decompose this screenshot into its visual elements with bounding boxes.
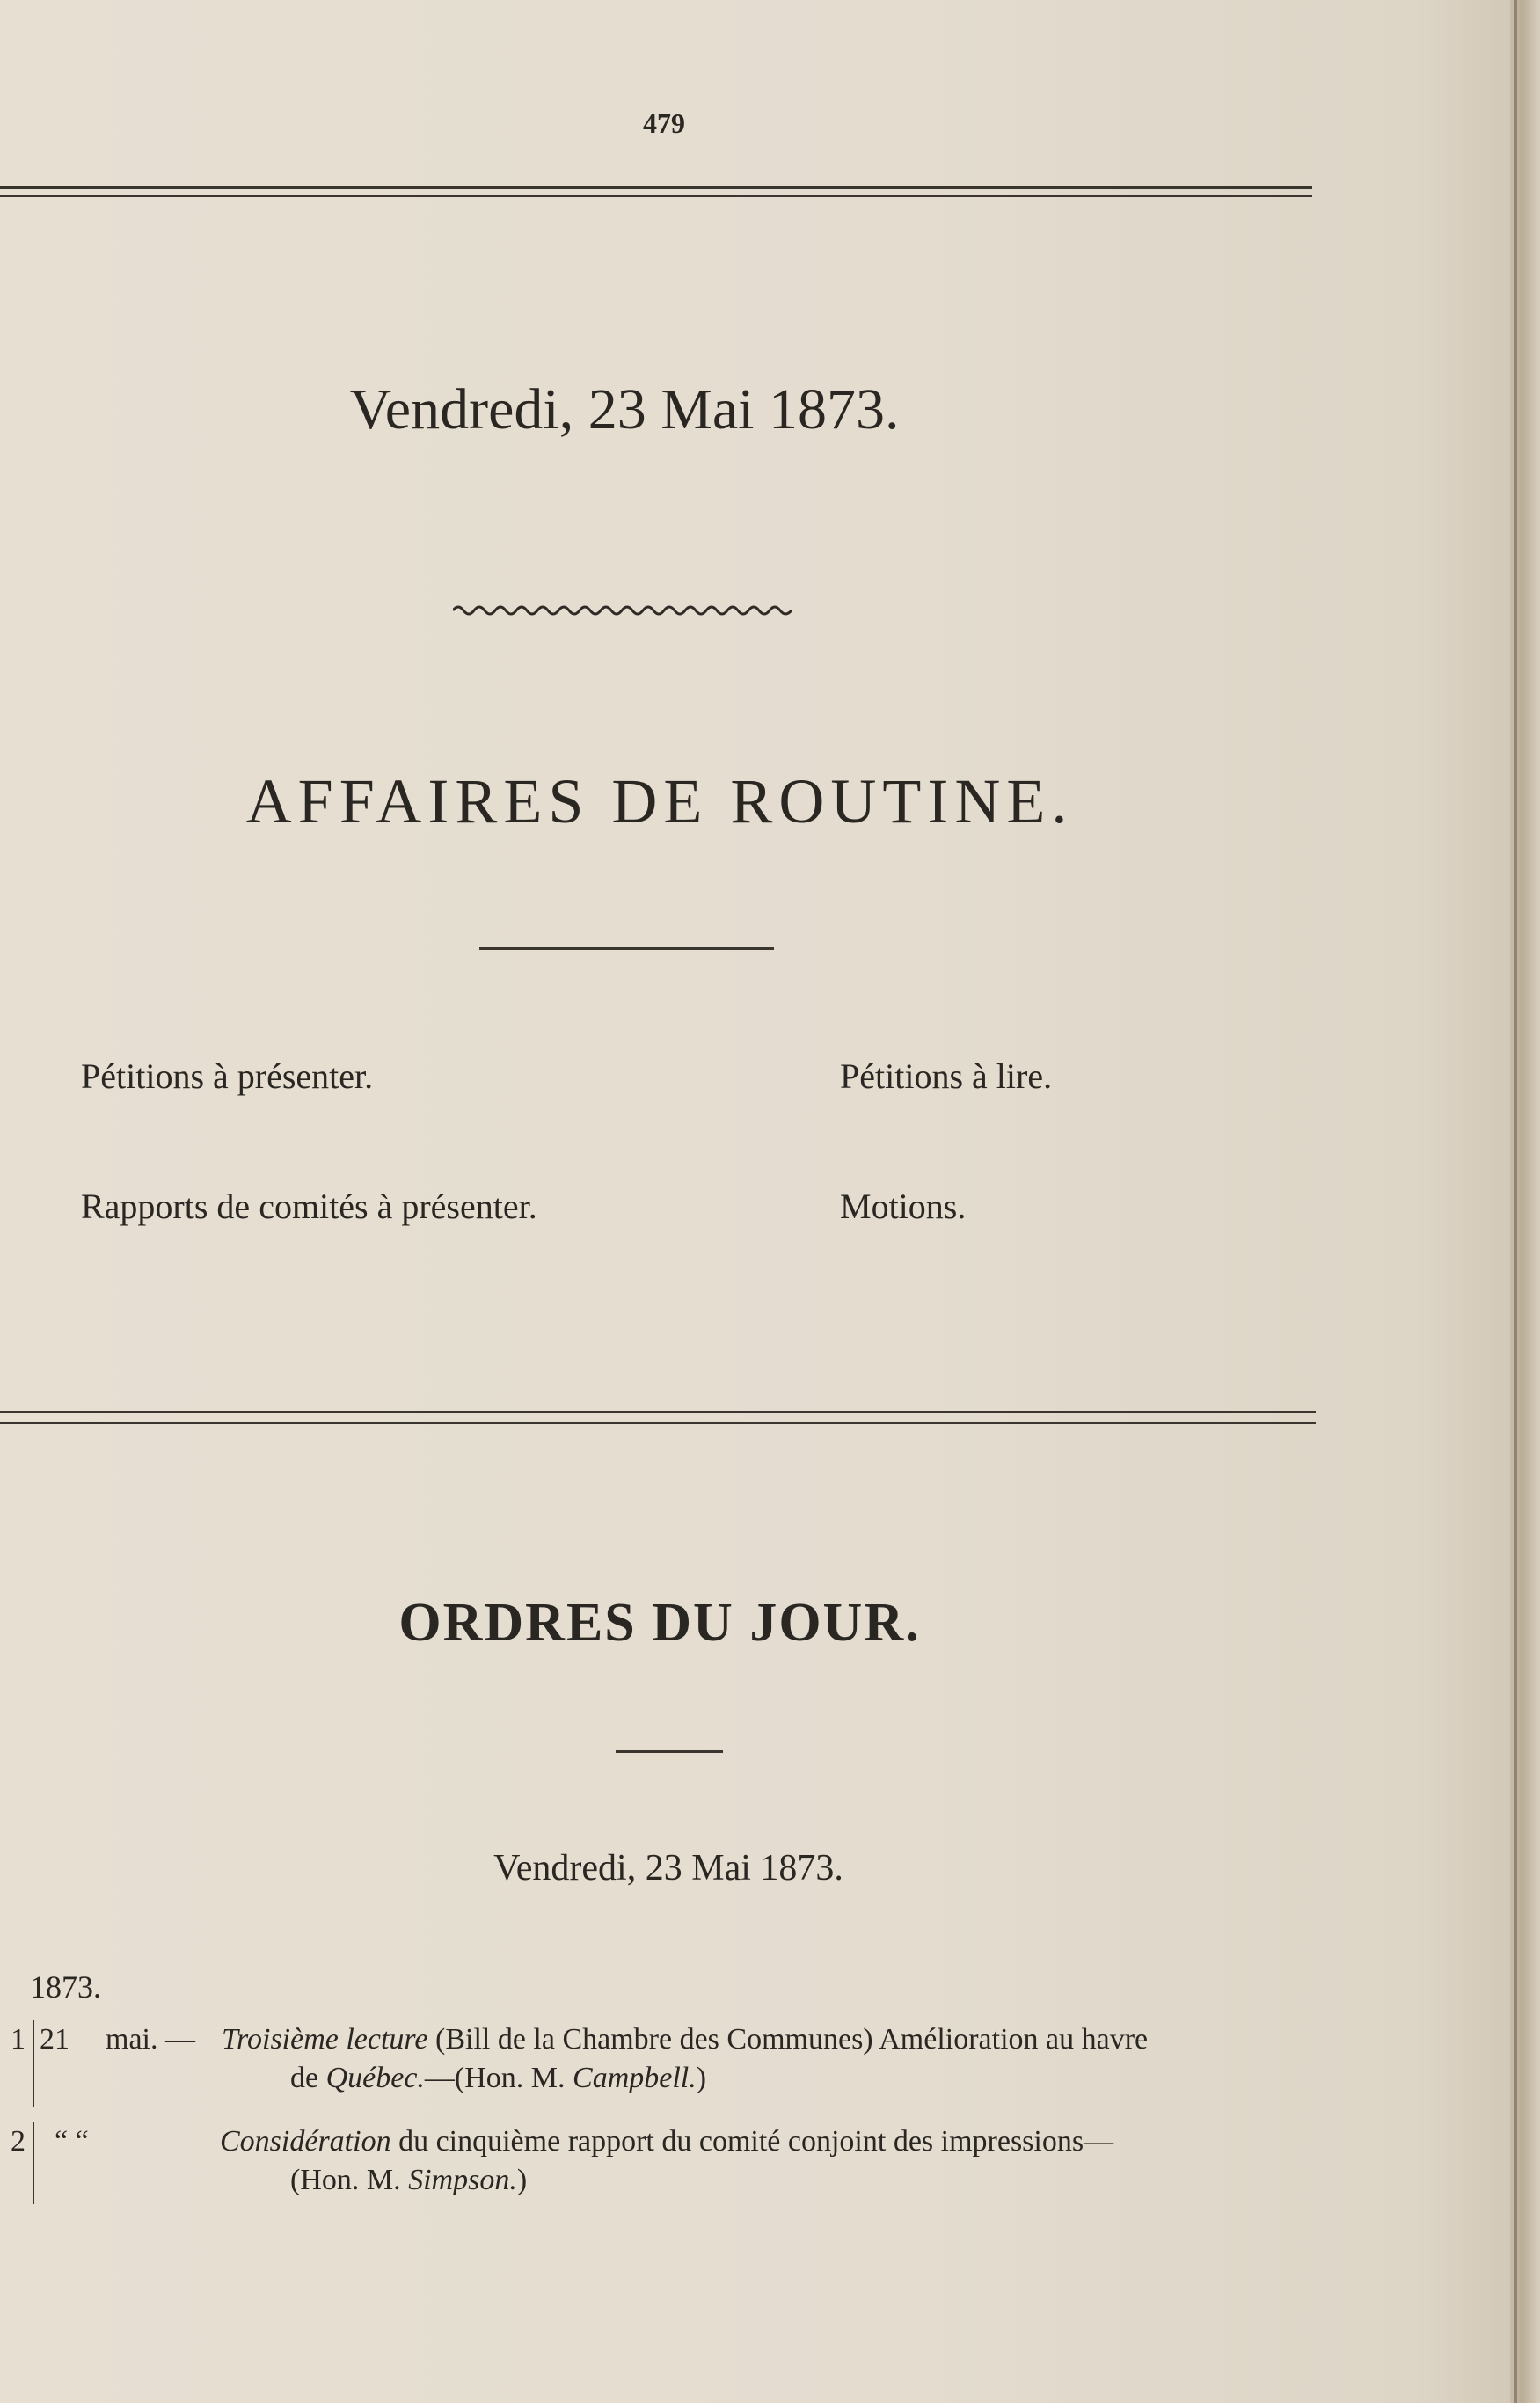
orders-short-rule: [616, 1750, 723, 1753]
entry-line2-mid-1: —(Hon. M.: [424, 2062, 573, 2094]
page-number: 479: [643, 107, 685, 139]
entry-number-2: 2: [11, 2125, 26, 2158]
routine-item-committee-reports: Rapports de comités à présenter.: [81, 1187, 537, 1226]
entry-line2-end-2: ): [516, 2164, 528, 2196]
routine-item-petitions-read: Pétitions à lire.: [840, 1056, 1053, 1096]
orders-year: 1873.: [30, 1969, 101, 2005]
routine-item-motions: Motions.: [840, 1187, 967, 1226]
entry-desc-2: du cinquième rapport du comité conjoint des impressions—: [390, 2125, 1114, 2158]
entry-stage-1: Troisième lecture: [222, 2023, 428, 2056]
page-edge-line: [1514, 0, 1517, 2403]
entry-line1-1: [222, 2023, 1148, 2056]
top-rule-upper: [0, 186, 1312, 189]
wavy-divider: [453, 603, 792, 617]
entry-month-1: mai. —: [106, 2023, 195, 2056]
entry-bar-2: [33, 2122, 34, 2204]
routine-short-rule: [479, 947, 774, 950]
section-heading-routine: AFFAIRES DE ROUTINE.: [245, 766, 1074, 836]
entry-line2-2: [290, 2164, 527, 2197]
entry-date-1: 21: [40, 2023, 69, 2056]
entry-number-1: 1: [11, 2023, 26, 2056]
entry-line2-1: [290, 2062, 706, 2095]
middle-rule-lower: [0, 1422, 1316, 1424]
routine-item-petitions-present: Pétitions à présenter.: [81, 1056, 374, 1096]
orders-date: Vendredi, 23 Mai 1873.: [493, 1848, 843, 1888]
entry-place-1: Québec.: [325, 2062, 425, 2094]
entry-line2-prefix-2: (Hon. M.: [290, 2164, 409, 2196]
entry-member-1: Campbell.: [573, 2062, 697, 2094]
entry-stage-2: Considération: [220, 2125, 391, 2158]
page-title: Vendredi, 23 Mai 1873.: [349, 377, 900, 442]
entry-member-2: Simpson.: [408, 2164, 517, 2196]
entry-ditto-2: “ “: [55, 2125, 89, 2158]
middle-rule-upper: [0, 1411, 1316, 1413]
entry-desc-1: (Bill de la Chambre des Communes) Amélioration au havre: [427, 2023, 1149, 2056]
section-heading-orders: ORDRES DU JOUR.: [398, 1593, 921, 1653]
entry-bar-1: [33, 2020, 34, 2107]
top-rule-lower: [0, 195, 1312, 197]
entry-line2-end-1: ): [696, 2062, 707, 2094]
entry-line2-prefix-1: de: [290, 2062, 326, 2094]
entry-line1-2: [220, 2125, 1113, 2158]
